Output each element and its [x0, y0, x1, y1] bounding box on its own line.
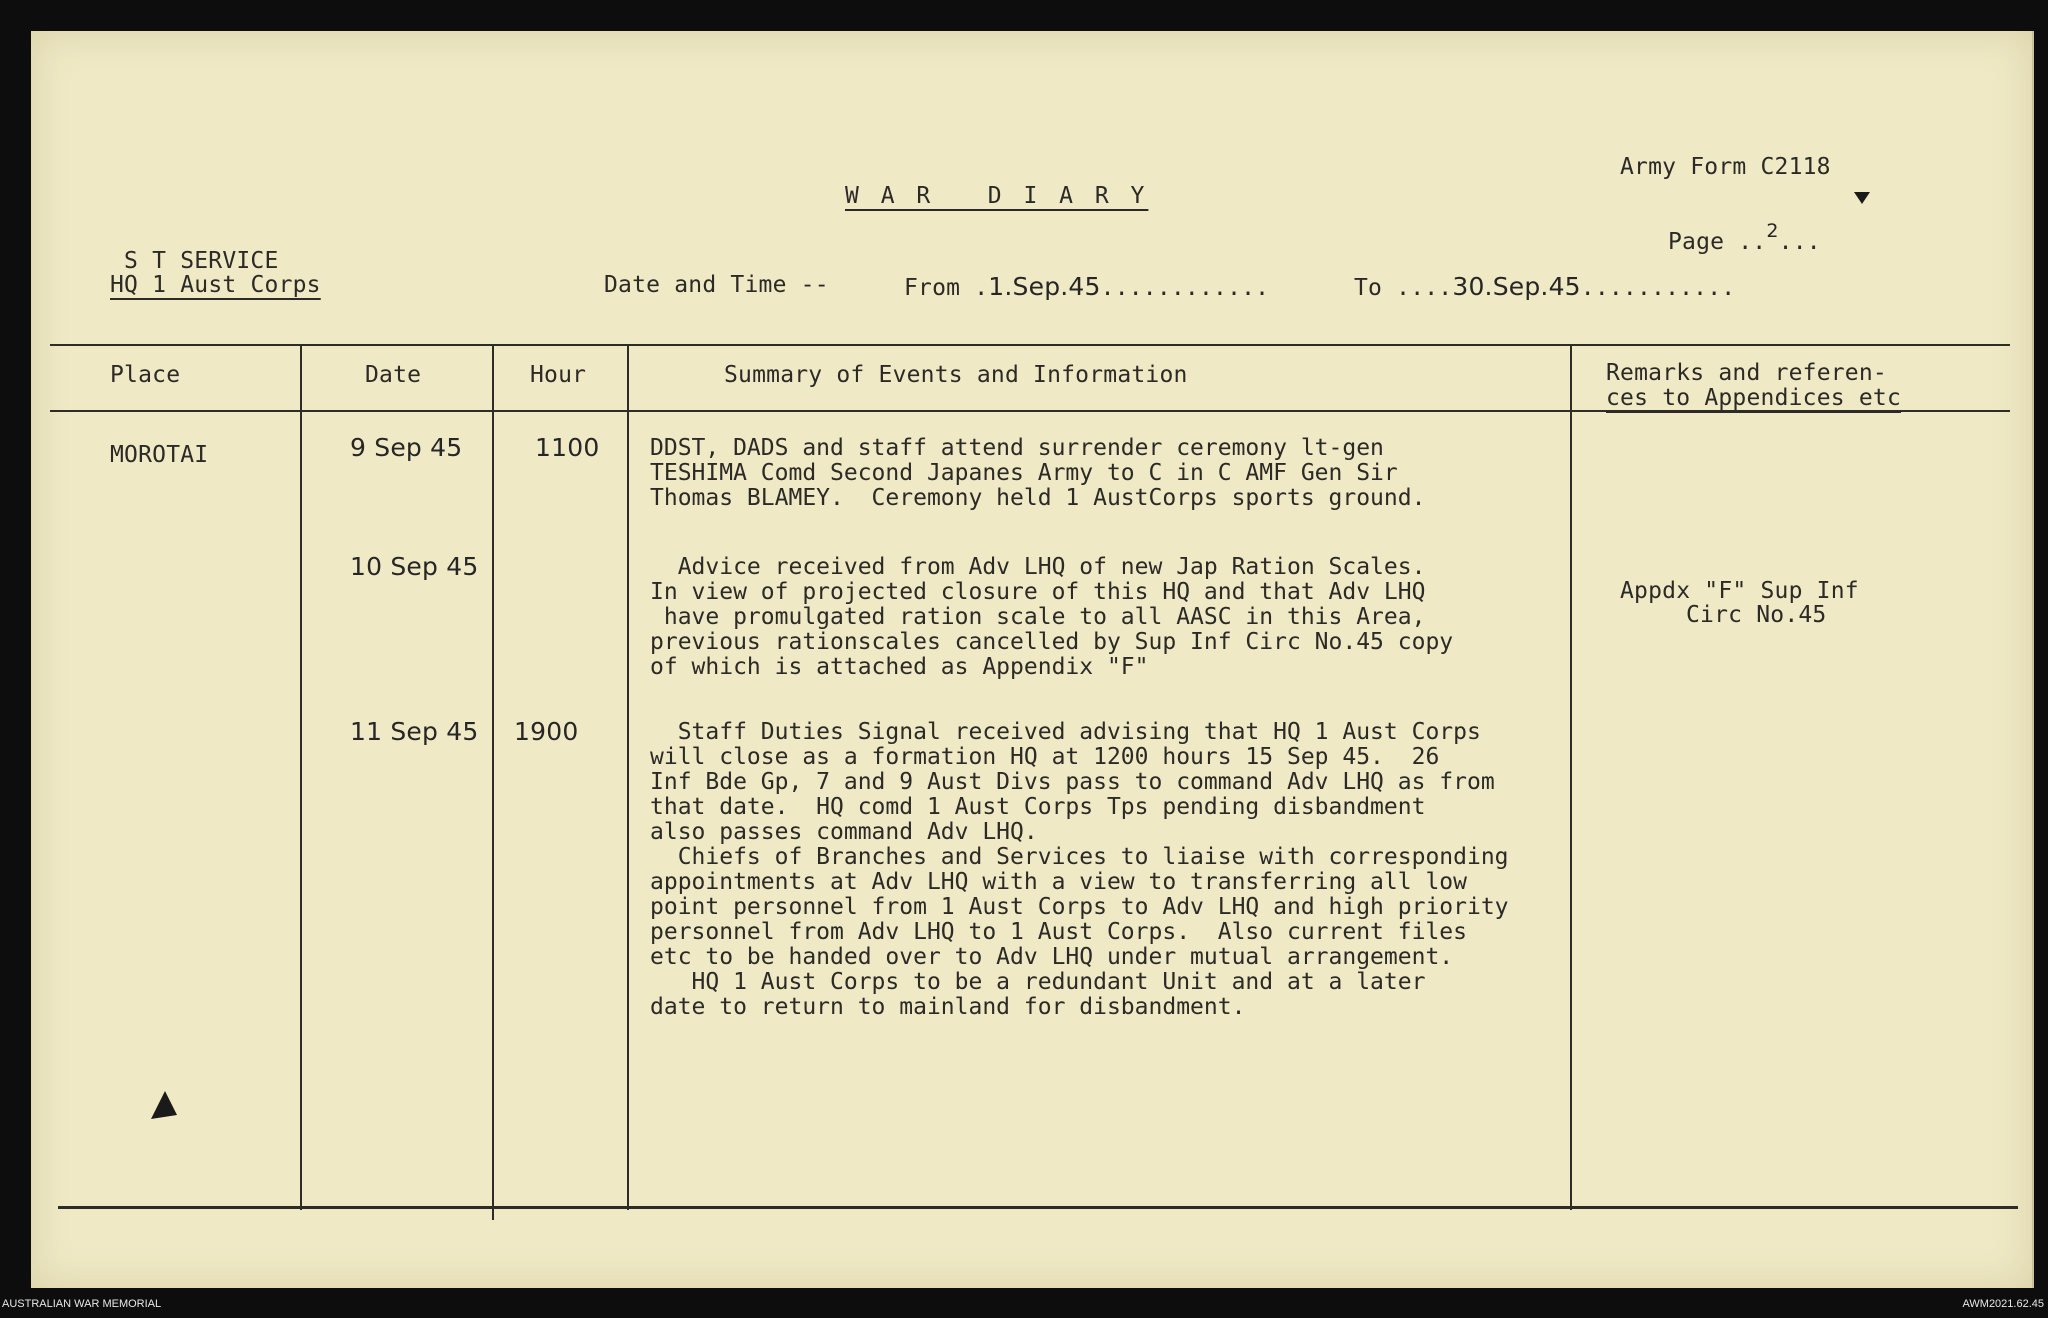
- page-number: 2: [1766, 220, 1779, 242]
- entry-hour: 1100: [535, 433, 600, 462]
- column-divider-hour: [627, 344, 629, 1210]
- column-header-place: Place: [110, 362, 181, 388]
- page-indicator: Page ..$^2$...: [1668, 220, 1821, 255]
- entry-summary: Advice received from Adv LHQ of new Jap Ration Scales. In view of projected closure of this HQ and that Adv LHQ have promulgated ration scale to all AASC in this Area, previous rationscales cancelled by Sup Inf Circ No.45 copy of which is attached as Appendix "F": [650, 554, 1454, 680]
- document-title: W A R D I A R Y: [845, 183, 1149, 209]
- column-header-summary: Summary of Events and Information: [724, 362, 1188, 388]
- column-divider-date: [492, 344, 494, 1220]
- entry-date: 9 Sep 45: [350, 433, 463, 462]
- entry-summary: Staff Duties Signal received advising that HQ 1 Aust Corps will close as a formation HQ at 1200 hours 15 Sep 45. 26 Inf Bde Gp, 7 and 9 Aust Divs pass to command Adv LHQ as from that date. HQ comd 1 Aust Corps Tps pending disbandment also passes command Adv LHQ. Chiefs of Branches and Services to liaise with corresponding appointments at Adv LHQ with a view to transferring all low point personnel from 1 Aust Corps to Adv LHQ and high priority personnel from Adv LHQ to 1 Aust Corps. Also current files etc to be handed over to Adv LHQ under mutual arrangement. HQ 1 Aust Corps to be a redundant Unit and at a later date to return to mainland for disbandment.: [650, 719, 1509, 1020]
- entry-remarks-2: Circ No.45: [1686, 602, 1827, 628]
- entry-date: 11 Sep 45: [350, 717, 479, 746]
- column-header-hour: Hour: [530, 362, 587, 388]
- entry-summary: DDST, DADS and staff attend surrender ceremony lt-gen TESHIMA Comd Second Japanes Army to C in C AMF Gen Sir Thomas BLAMEY. Ceremony held 1 AustCorps sports ground.: [650, 435, 1426, 511]
- from-value: 1.Sep.45: [988, 272, 1101, 301]
- form-number: Army Form C2118: [1620, 154, 1831, 180]
- unit-line-2: HQ 1 Aust Corps: [110, 272, 321, 298]
- to-value: 30.Sep.45: [1452, 272, 1581, 301]
- footer-accession: AWM2021.62.45: [1962, 1298, 2044, 1310]
- footer-credit: AUSTRALIAN WAR MEMORIAL: [2, 1298, 162, 1310]
- column-header-date: Date: [365, 362, 422, 388]
- entry-date: 10 Sep 45: [350, 552, 479, 581]
- paper-speck-mark: [145, 1085, 185, 1125]
- to-field: To ....30.Sep.45...........: [1354, 272, 1736, 301]
- entry-hour: 1900: [514, 717, 579, 746]
- from-field: From .1.Sep.45............: [904, 272, 1270, 301]
- paper-corner-mark: [1852, 188, 1874, 210]
- column-divider-summary: [1570, 344, 1572, 1210]
- date-time-label: Date and Time --: [604, 272, 829, 298]
- column-header-remarks-2: ces to Appendices etc: [1606, 385, 1901, 411]
- entry-remarks-1: Appdx "F" Sup Inf: [1620, 578, 1859, 604]
- entry-place: MOROTAI: [110, 442, 209, 468]
- unit-line-1: S T SERVICE: [124, 248, 279, 274]
- column-divider-place: [300, 344, 302, 1210]
- column-header-remarks-1: Remarks and referen-: [1606, 360, 1887, 386]
- table-bottom-rule: [58, 1206, 2018, 1209]
- table-top-rule: [50, 344, 2010, 346]
